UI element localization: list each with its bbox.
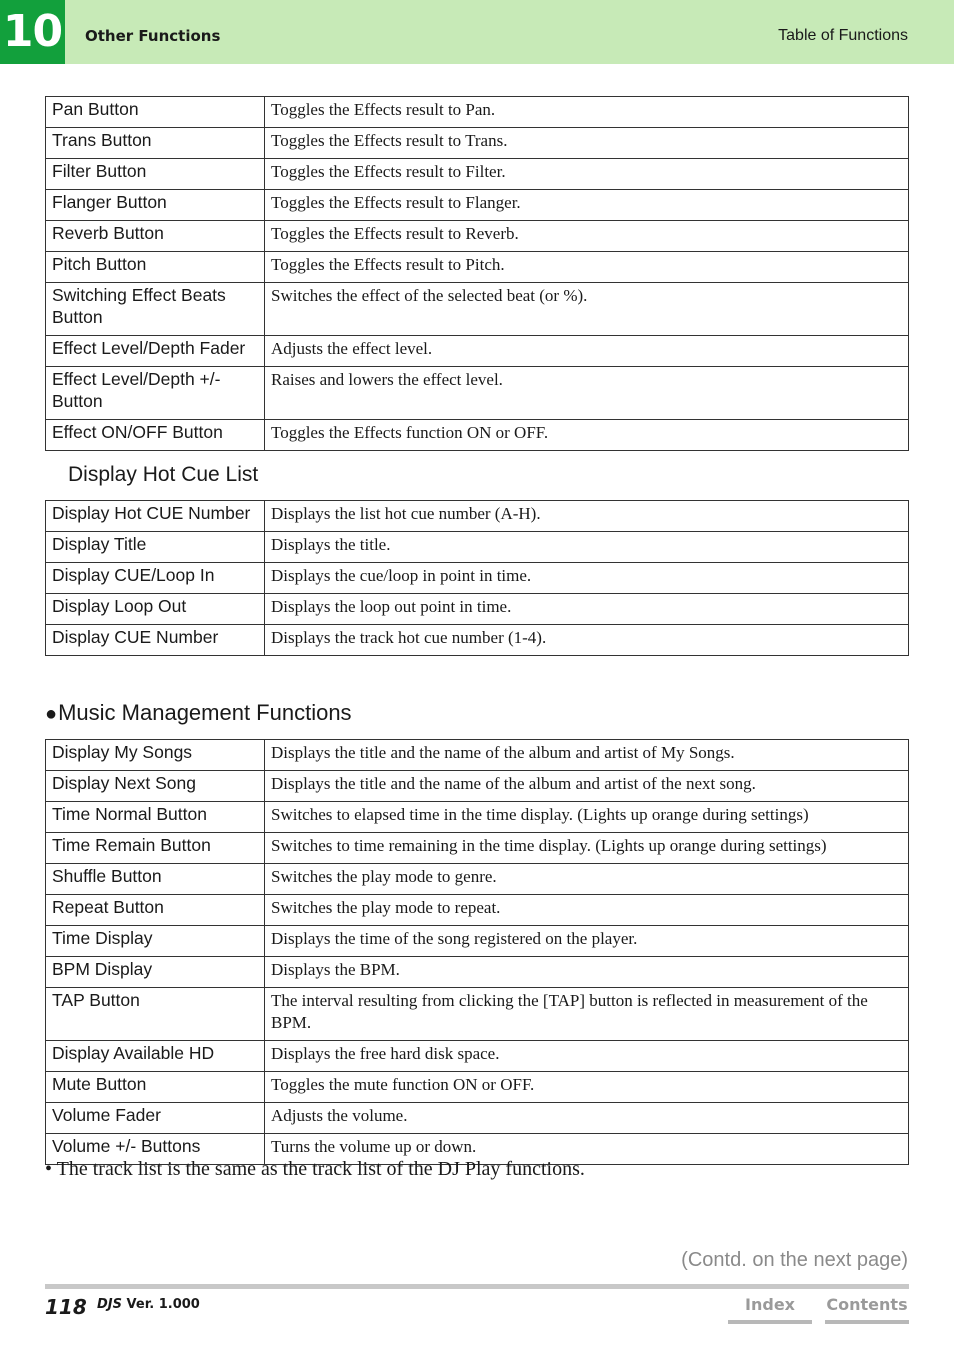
function-description: Displays the BPM. — [265, 957, 909, 988]
function-description: Displays the track hot cue number (1-4). — [265, 625, 909, 656]
function-name: Reverb Button — [46, 221, 265, 252]
function-name: Pan Button — [46, 97, 265, 128]
function-name: Display My Songs — [46, 740, 265, 771]
function-description: Toggles the Effects result to Reverb. — [265, 221, 909, 252]
function-name: Flanger Button — [46, 190, 265, 221]
table-row — [46, 594, 909, 625]
function-description: Displays the title and the name of the album and artist of My Songs. — [265, 740, 909, 771]
function-description: Switches the play mode to repeat. — [265, 895, 909, 926]
table-row — [46, 283, 909, 336]
table-row — [46, 190, 909, 221]
table-row — [46, 625, 909, 656]
table-row — [46, 740, 909, 771]
function-name: Display Available HD — [46, 1041, 265, 1072]
function-description: Displays the cue/loop in point in time. — [265, 563, 909, 594]
table-row — [46, 864, 909, 895]
continued-note: (Contd. on the next page) — [681, 1249, 908, 1271]
hot-cue-heading: Display Hot Cue List — [68, 463, 259, 486]
function-description: Displays the title and the name of the album and artist of the next song. — [265, 771, 909, 802]
function-description: Toggles the Effects result to Trans. — [265, 128, 909, 159]
footer-divider — [45, 1284, 909, 1289]
function-description: Displays the free hard disk space. — [265, 1041, 909, 1072]
table-row — [46, 833, 909, 864]
function-description: Switches the effect of the selected beat (or %). — [265, 283, 909, 336]
function-description: Adjusts the effect level. — [265, 336, 909, 367]
function-description: Displays the list hot cue number (A-H). — [265, 501, 909, 532]
function-description: Toggles the Effects function ON or OFF. — [265, 420, 909, 451]
table-row — [46, 563, 909, 594]
function-name: Time Display — [46, 926, 265, 957]
function-description: Switches to time remaining in the time display. (Lights up orange during settings) — [265, 833, 909, 864]
function-name: Effect Level/Depth +/- Button — [46, 367, 265, 420]
function-description: Toggles the Effects result to Flanger. — [265, 190, 909, 221]
function-description: Displays the time of the song registered on the player. — [265, 926, 909, 957]
table-row — [46, 957, 909, 988]
function-name: Pitch Button — [46, 252, 265, 283]
table-row — [46, 128, 909, 159]
table-row — [46, 532, 909, 563]
header-right-title: Table of Functions — [778, 27, 908, 44]
function-description: Toggles the Effects result to Filter. — [265, 159, 909, 190]
function-description: Switches to elapsed time in the time display. (Lights up orange during settings) — [265, 802, 909, 833]
track-list-note: • The track list is the same as the track list of the DJ Play functions. — [45, 1158, 585, 1180]
hot-cue-table — [45, 500, 909, 656]
function-name: Display CUE Number — [46, 625, 265, 656]
function-name: Display Loop Out — [46, 594, 265, 625]
function-name: Volume Fader — [46, 1103, 265, 1134]
contents-button[interactable]: Contents — [825, 1291, 909, 1324]
table-row — [46, 771, 909, 802]
function-name: Display Hot CUE Number — [46, 501, 265, 532]
function-description: Raises and lowers the effect level. — [265, 367, 909, 420]
function-name: Display Title — [46, 532, 265, 563]
function-name: BPM Display — [46, 957, 265, 988]
function-name: Volume +/- Buttons — [46, 1134, 265, 1165]
function-name: Repeat Button — [46, 895, 265, 926]
function-description: The interval resulting from clicking the [TAP] button is reflected in measurement of the BPM. — [265, 988, 909, 1041]
function-name: Effect Level/Depth Fader — [46, 336, 265, 367]
table-row — [46, 367, 909, 420]
table-row — [46, 336, 909, 367]
table-row — [46, 97, 909, 128]
music-management-table — [45, 739, 909, 1165]
function-name: Switching Effect Beats Button — [46, 283, 265, 336]
table-row — [46, 501, 909, 532]
function-name: TAP Button — [46, 988, 265, 1041]
function-name: Trans Button — [46, 128, 265, 159]
table-row — [46, 221, 909, 252]
function-name: Time Normal Button — [46, 802, 265, 833]
function-description: Displays the title. — [265, 532, 909, 563]
function-name: Shuffle Button — [46, 864, 265, 895]
page-number: 118 — [45, 1295, 87, 1319]
table-row — [46, 420, 909, 451]
function-name: Display Next Song — [46, 771, 265, 802]
table-row — [46, 252, 909, 283]
page-header — [0, 0, 954, 64]
function-description: Toggles the mute function ON or OFF. — [265, 1072, 909, 1103]
function-description: Adjusts the volume. — [265, 1103, 909, 1134]
function-name: Time Remain Button — [46, 833, 265, 864]
function-description: Toggles the Effects result to Pitch. — [265, 252, 909, 283]
function-name: Filter Button — [46, 159, 265, 190]
function-name: Mute Button — [46, 1072, 265, 1103]
function-description: Turns the volume up or down. — [265, 1134, 909, 1165]
function-name: Display CUE/Loop In — [46, 563, 265, 594]
table-row — [46, 926, 909, 957]
music-management-title: Music Management Functions — [58, 700, 352, 725]
function-description: Toggles the Effects result to Pan. — [265, 97, 909, 128]
function-description: Switches the play mode to genre. — [265, 864, 909, 895]
table-row — [46, 1072, 909, 1103]
table-row — [46, 1041, 909, 1072]
table-row — [46, 1103, 909, 1134]
effects-table — [45, 96, 909, 451]
function-name: Effect ON/OFF Button — [46, 420, 265, 451]
product-name: DJS — [97, 1297, 122, 1312]
table-row — [46, 159, 909, 190]
index-button[interactable]: Index — [728, 1291, 812, 1324]
function-description: Displays the loop out point in time. — [265, 594, 909, 625]
table-row — [46, 895, 909, 926]
table-row — [46, 802, 909, 833]
section-title: Other Functions — [85, 27, 221, 45]
chapter-number: 10 — [0, 0, 65, 64]
product-version — [97, 1297, 200, 1312]
version-label: Ver. 1.000 — [126, 1297, 200, 1312]
table-row — [46, 988, 909, 1041]
music-management-heading — [45, 700, 352, 726]
bullet-icon: ● — [45, 703, 58, 725]
